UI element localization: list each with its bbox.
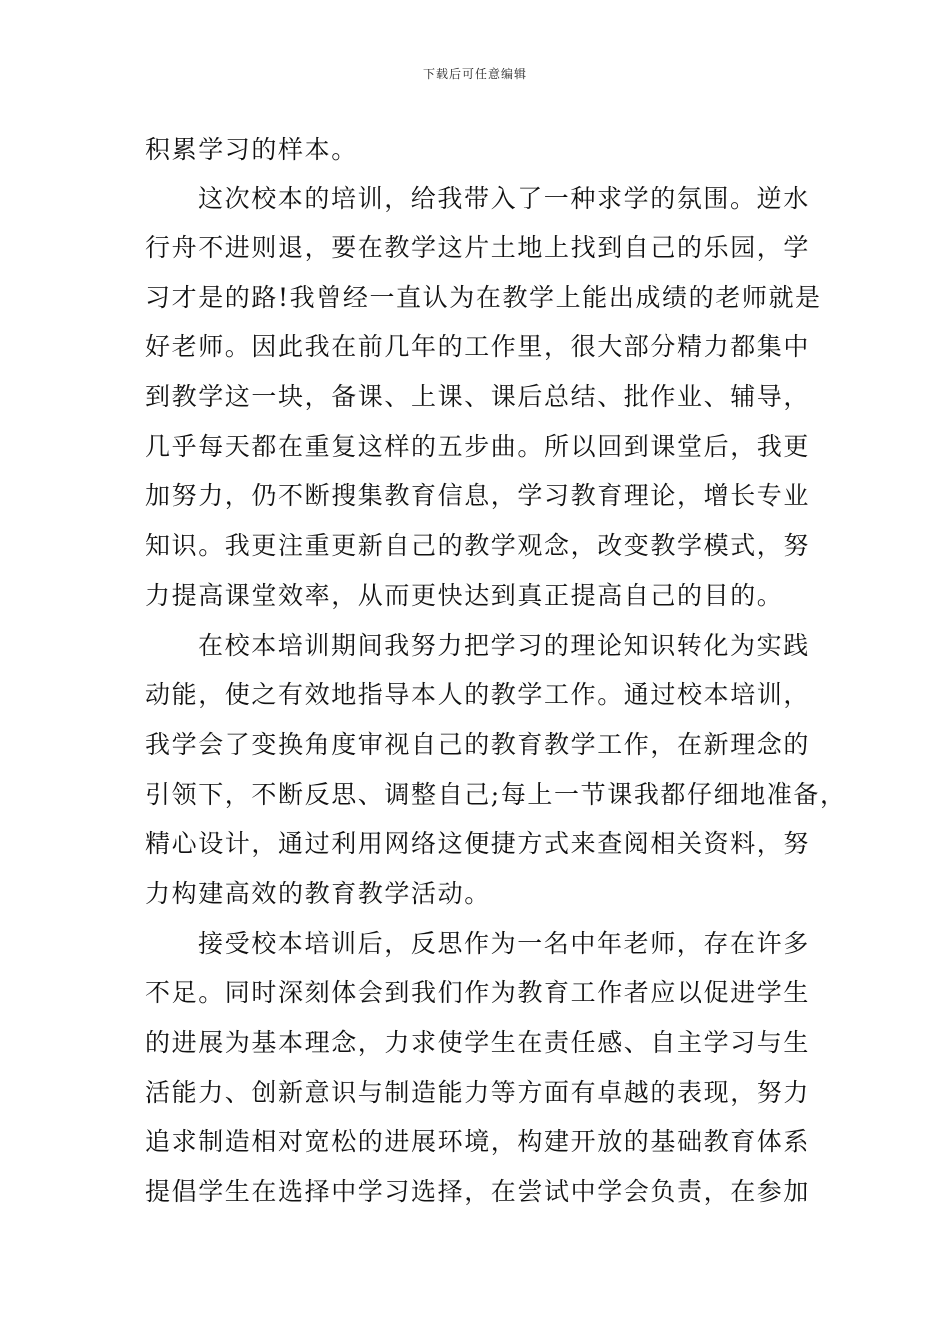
text-line: 积累学习的样本。 bbox=[145, 135, 358, 164]
text-line: 接受校本培训后，反思作为一名中年老师，存在许多 bbox=[198, 929, 810, 958]
text-line: 引领下，不断反思、调整自己;每上一节课我都仔细地准备， bbox=[145, 780, 847, 809]
text-line: 的进展为基本理念，力求使学生在责任感、自主学习与生 bbox=[145, 1028, 811, 1057]
page-header: 下载后可任意编辑 bbox=[422, 67, 527, 81]
text-line: 加努力，仍不断搜集教育信息，学习教育理论，增长专业 bbox=[145, 481, 811, 510]
text-line: 在校本培训期间我努力把学习的理论知识转化为实践 bbox=[198, 631, 810, 660]
text-line: 力构建高效的教育教学活动。 bbox=[145, 879, 491, 908]
text-line: 几乎每天都在重复这样的五步曲。所以回到课堂后，我更 bbox=[145, 432, 811, 461]
text-line: 这次校本的培训，给我带入了一种求学的氛围。逆水 bbox=[198, 184, 810, 213]
text-line: 知识。我更注重更新自己的教学观念，改变教学模式，努 bbox=[145, 531, 811, 560]
text-line: 行舟不进则退，要在教学这片土地上找到自己的乐园，学 bbox=[145, 233, 811, 262]
text-line: 习才是的路!我曾经一直认为在教学上能出成绩的老师就是 bbox=[145, 283, 822, 312]
text-line: 好老师。因此我在前几年的工作里，很大部分精力都集中 bbox=[145, 332, 811, 361]
text-line: 到教学这一块，备课、上课、课后总结、批作业、辅导， bbox=[145, 382, 811, 411]
text-line: 动能，使之有效地指导本人的教学工作。通过校本培训， bbox=[145, 680, 811, 709]
text-line: 提倡学生在选择中学习选择，在尝试中学会负责，在参加 bbox=[145, 1177, 811, 1206]
text-line: 我学会了变换角度审视自己的教育教学工作，在新理念的 bbox=[145, 730, 811, 759]
text-line: 力提高课堂效率，从而更快达到真正提高自己的目的。 bbox=[145, 581, 784, 610]
text-line: 活能力、创新意识与制造能力等方面有卓越的表现，努力 bbox=[145, 1078, 811, 1107]
text-line: 追求制造相对宽松的进展环境，构建开放的基础教育体系 bbox=[145, 1127, 811, 1156]
text-line: 不足。同时深刻体会到我们作为教育工作者应以促进学生 bbox=[145, 978, 811, 1007]
text-line: 精心设计，通过利用网络这便捷方式来查阅相关资料，努 bbox=[145, 829, 811, 858]
